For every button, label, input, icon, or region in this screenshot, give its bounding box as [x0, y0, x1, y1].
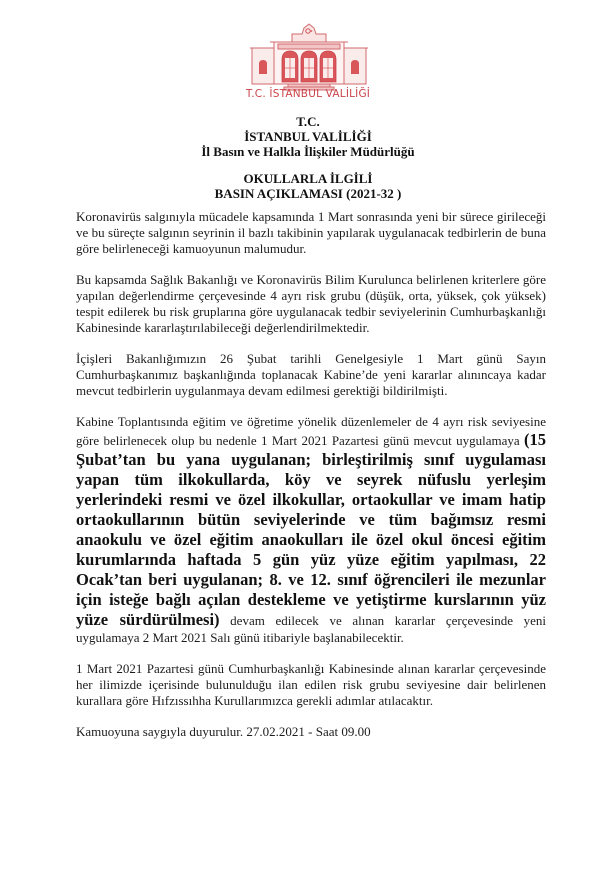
closing-line: Kamuoyuna saygıyla duyurulur. 27.02.2021 - Saat 09.00	[76, 724, 371, 739]
header-governorship: İSTANBUL VALİLİĞİ	[244, 129, 372, 144]
paragraph-2: Bu kapsamda Sağlık Bakanlığı ve Koronavirüs Bilim Kurulunca belirlenen kriterlere göre yapılan değerlendirme çerçevesinde 4 ayrı risk grubu (düşük, orta, yüksek, çok yüksek) tespit edilerek bu risk gruplarına göre uygulanacak tedbir seviyelerinin Cumhurbaşkanlığı Kabinesinde kararlaştırılabileceği değerlendirilmektedir.	[76, 272, 546, 335]
header-directorate: İl Basın ve Halkla İlişkiler Müdürlüğü	[201, 144, 415, 159]
paragraph-5: 1 Mart 2021 Pazartesi günü Cumhurbaşkanlığı Kabinesinde alınan kararlar çerçevesinde her ilimizde içerisinde bulunulduğu ilan edilen risk grubu seviyesine dair belirlenen kurallara göre Hıfzıssıhha Kurullarımızca gerekli adımlar atılacaktır.	[76, 661, 546, 708]
header-tc: T.C.	[296, 114, 320, 129]
paragraph-3: İçişleri Bakanlığımızın 26 Şubat tarihli Genelgesiyle 1 Mart günü Sayın Cumhurbaşkanımız başkanlığında toplanacak Kabine’de yeni kararlar alınıncaya kadar mevcut tedbirlerin uygulanmaya devam edilmesi gerektiği bildirilmişti.	[76, 351, 546, 398]
paragraph-4-emphasis: (15 Şubat’tan bu yana uygulanan; birleştirilmiş sınıf uygulaması yapan tüm ilkokullarda, köy ve seyrek nüfuslu yerleşim yerlerindeki resmi ve özel ilkokullar, ortaokullar ve imam hatip ortaokullarının bütün seviyelerinde ve tüm bağımsız resmi anaokulu ve özel eğitim anaokulları ile özel okul öncesi eğitim kurumlarında haftada 5 gün yüz yüze eğitim yapılması, 22 Ocak’tan beri uygulanan; 8. ve 12. sınıf öğrencileri ile mezunlar için isteğe bağlı açılan destekleme ve yetiştirme kurslarının yüz yüze sürdürülmesi)	[76, 430, 546, 629]
paragraph-4	[76, 414, 546, 646]
paragraph-4-intro: Kabine Toplantısında eğitim ve öğretime yönelik düzenlemeler de 4 ayrı risk seviyesine göre belirlenecek olup bu nedenle 1 Mart 2021 Pazartesi günü mevcut uygulamaya	[76, 414, 546, 448]
paragraph-4-outro: devam edilecek ve alınan kararlar çerçevesinde yeni uygulamaya 2 Mart 2021 Salı günü itibariyle başlanabilecektir.	[76, 613, 546, 645]
paragraph-1: Koronavirüs salgınıyla mücadele kapsamında 1 Mart sonrasında yeni bir sürece girileceği ve bu süreçte salgının seyrinin il bazlı takibinin yapılarak uygulanacak tedbirlerin de buna göre belirleneceği kamuoyunun malumudur.	[76, 209, 546, 256]
document-title-line1: OKULLARLA İLGİLİ	[243, 171, 373, 186]
logo-caption: T.C. İSTANBUL VALİLİĞİ	[245, 88, 371, 100]
document-body	[76, 209, 546, 755]
document-header	[0, 114, 616, 201]
istanbul-governorship-building-icon	[248, 22, 370, 92]
document-title-line2: BASIN AÇIKLAMASI (2021-32 )	[214, 186, 402, 201]
